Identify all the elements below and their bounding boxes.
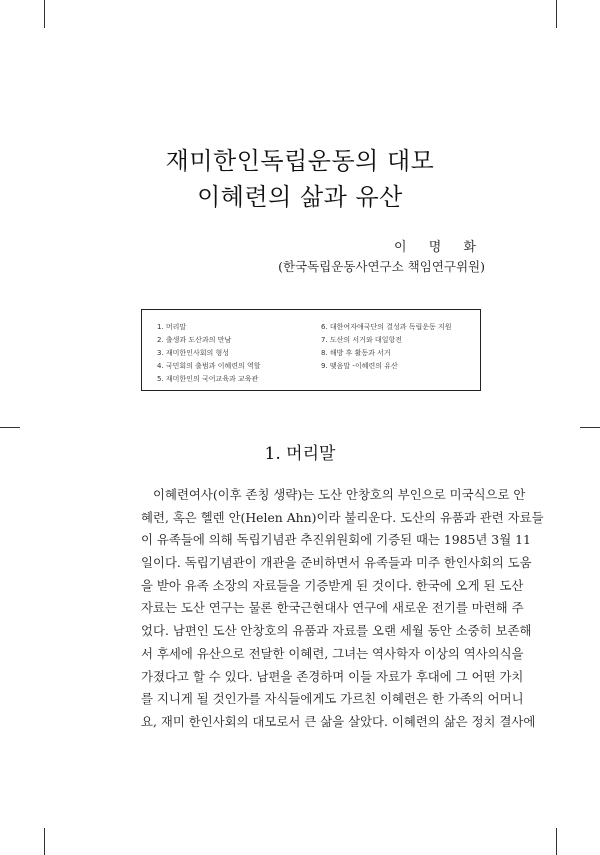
toc-column-right xyxy=(321,321,452,373)
crop-mark-top-left xyxy=(44,0,45,28)
section-heading: 1. 머리말 xyxy=(264,444,336,464)
crop-mark-bottom-right xyxy=(556,828,557,855)
toc-item: 8. 해방 후 활동과 서거 xyxy=(321,349,391,357)
toc-item: 2. 출생과 도산과의 만남 xyxy=(157,336,232,344)
toc-item: 5. 재미한인의 국어교육과 교육관 xyxy=(157,375,259,383)
paragraph-line: 이 유족들에 의해 독립기념관 추진위원회에 기증된 때는 1985년 3월 11 xyxy=(141,532,531,548)
crop-mark-left-middle xyxy=(0,427,20,428)
toc-item: 9. 맺음말 -이혜련의 유산 xyxy=(321,362,398,370)
paragraph-line: 일이다. 독립기념관이 개관을 준비하면서 유족들과 미주 한인사회의 도움 xyxy=(141,555,532,571)
crop-mark-bottom-left xyxy=(44,828,45,855)
toc-item: 3. 재미한인사회의 형성 xyxy=(157,349,229,357)
paragraph-line: 가졌다고 할 수 있다. 남편을 존경하며 이들 자료가 후대에 그 어떤 가치 xyxy=(141,668,524,684)
paper-title xyxy=(0,143,600,215)
paragraph-line: 혜련, 혹은 헬렌 안(Helen Ahn)이라 불리운다. 도산의 유품과 관련 자료들 xyxy=(141,509,544,525)
paragraph-line: 서 후세에 유산으로 전달한 이혜련, 그녀는 역사학자 이상의 역사의식을 xyxy=(141,645,524,661)
paragraph-line: 을 받아 유족 소장의 자료들을 기증받게 된 것이다. 한국에 오게 된 도산 xyxy=(141,577,524,593)
paragraph-line: 이혜련여사(이후 존칭 생략)는 도산 안창호의 부인으로 미국식으로 안 xyxy=(153,487,526,502)
toc-item: 6. 대한여자애국단의 결성과 독립운동 지원 xyxy=(321,323,452,331)
body-paragraph xyxy=(141,484,544,734)
crop-mark-top-right xyxy=(556,0,557,28)
paragraph-line: 를 지니게 될 것인가를 자식들에게도 가르친 이혜련은 한 가족의 어머니 xyxy=(141,691,524,707)
paragraph-line: 었다. 남편인 도산 안창호의 유품과 자료를 오랜 세월 동안 소중히 보존해 xyxy=(141,623,532,639)
title-line-1: 재미한인독립운동의 대모 xyxy=(165,147,435,175)
toc-item: 1. 머리말 xyxy=(157,323,187,331)
toc-item: 4. 국민회의 출범과 이혜련의 역할 xyxy=(157,362,261,370)
toc-item: 7. 도산의 서거와 대일항전 xyxy=(321,336,402,344)
title-line-2: 이혜련의 삶과 유산 xyxy=(197,183,403,211)
paragraph-line: 요, 재미 한인사회의 대모로서 큰 삶을 살았다. 이혜련의 삶은 정치 결사에 xyxy=(141,713,536,729)
table-of-contents xyxy=(141,309,481,391)
toc-column-left xyxy=(157,321,261,386)
author-name: 이 명 화 xyxy=(394,240,485,255)
paragraph-line: 자료는 도산 연구는 물론 한국근현대사 연구에 새로운 전기를 마련해 주 xyxy=(141,600,524,616)
author-affiliation: (한국독립운동사연구소 책임연구위원) xyxy=(278,259,485,274)
crop-mark-right-middle xyxy=(580,427,600,428)
